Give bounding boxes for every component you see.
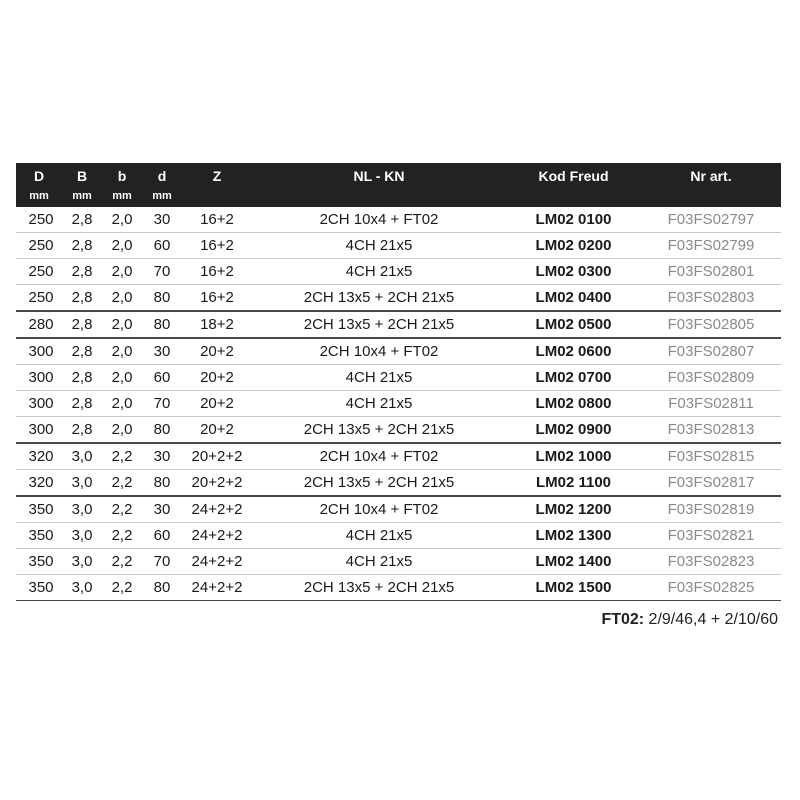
cell-nl: 2CH 10x4 + FT02	[252, 496, 506, 523]
footnote-text: 2/9/46,4 + 2/10/60	[644, 611, 778, 628]
cell-art: F03FS02819	[641, 496, 781, 523]
cell-code: LM02 1300	[506, 523, 641, 549]
cell-code: LM02 0300	[506, 259, 641, 285]
table-row	[16, 496, 781, 523]
cell-d: 30	[142, 338, 182, 365]
table-row	[16, 391, 781, 417]
cell-b: 2,2	[102, 523, 142, 549]
cell-code: LM02 0400	[506, 285, 641, 312]
unit-cell: mm	[16, 188, 62, 207]
cell-code: LM02 0800	[506, 391, 641, 417]
table-row	[16, 575, 781, 601]
cell-code: LM02 0600	[506, 338, 641, 365]
cell-b: 2,2	[102, 443, 142, 470]
cell-nl: 4CH 21x5	[252, 391, 506, 417]
cell-z: 16+2	[182, 207, 252, 233]
cell-art: F03FS02813	[641, 417, 781, 444]
cell-d: 350	[16, 523, 62, 549]
cell-d: 30	[142, 496, 182, 523]
cell-code: LM02 1200	[506, 496, 641, 523]
cell-z: 20+2	[182, 417, 252, 444]
unit-cell: mm	[62, 188, 102, 207]
cell-b: 3,0	[62, 443, 102, 470]
table-row	[16, 365, 781, 391]
header-cell-nr-art: Nr art.	[641, 163, 781, 188]
cell-d: 80	[142, 311, 182, 338]
cell-d: 60	[142, 233, 182, 259]
unit-cell: mm	[142, 188, 182, 207]
cell-d: 30	[142, 207, 182, 233]
cell-b: 2,0	[102, 259, 142, 285]
cell-b: 3,0	[62, 575, 102, 601]
cell-b: 2,2	[102, 496, 142, 523]
cell-b: 2,8	[62, 365, 102, 391]
table-row	[16, 259, 781, 285]
cell-b: 2,8	[62, 285, 102, 312]
cell-b: 3,0	[62, 470, 102, 497]
cell-d: 250	[16, 285, 62, 312]
cell-d: 80	[142, 470, 182, 497]
table-row	[16, 470, 781, 497]
cell-z: 24+2+2	[182, 549, 252, 575]
table-row	[16, 549, 781, 575]
cell-d: 250	[16, 259, 62, 285]
footnote-label: FT02:	[601, 611, 645, 628]
cell-nl: 4CH 21x5	[252, 523, 506, 549]
table-row	[16, 443, 781, 470]
cell-b: 2,8	[62, 233, 102, 259]
cell-nl: 4CH 21x5	[252, 259, 506, 285]
cell-z: 20+2	[182, 391, 252, 417]
cell-z: 16+2	[182, 285, 252, 312]
cell-b: 2,8	[62, 417, 102, 444]
cell-b: 3,0	[62, 523, 102, 549]
header-cell-kod-freud: Kod Freud	[506, 163, 641, 188]
cell-d: 320	[16, 443, 62, 470]
cell-nl: 2CH 13x5 + 2CH 21x5	[252, 575, 506, 601]
cell-art: F03FS02825	[641, 575, 781, 601]
cell-b: 2,8	[62, 207, 102, 233]
cell-d: 300	[16, 391, 62, 417]
cell-art: F03FS02823	[641, 549, 781, 575]
cell-nl: 2CH 13x5 + 2CH 21x5	[252, 311, 506, 338]
cell-z: 20+2+2	[182, 470, 252, 497]
cell-nl: 2CH 13x5 + 2CH 21x5	[252, 470, 506, 497]
unit-cell-empty	[506, 188, 641, 207]
cell-art: F03FS02799	[641, 233, 781, 259]
cell-d: 70	[142, 259, 182, 285]
header-cell-b: b	[102, 163, 142, 188]
table-row	[16, 285, 781, 312]
header-cell-d: d	[142, 163, 182, 188]
cell-nl: 4CH 21x5	[252, 365, 506, 391]
cell-code: LM02 0700	[506, 365, 641, 391]
header-cell-D: D	[16, 163, 62, 188]
cell-d: 350	[16, 575, 62, 601]
cell-nl: 4CH 21x5	[252, 233, 506, 259]
cell-d: 350	[16, 549, 62, 575]
cell-d: 300	[16, 365, 62, 391]
cell-b: 2,0	[102, 285, 142, 312]
unit-cell-empty	[252, 188, 506, 207]
cell-b: 2,8	[62, 311, 102, 338]
cell-nl: 2CH 10x4 + FT02	[252, 443, 506, 470]
cell-nl: 4CH 21x5	[252, 549, 506, 575]
units-row	[16, 188, 781, 207]
cell-b: 2,2	[102, 575, 142, 601]
cell-b: 2,2	[102, 470, 142, 497]
cell-d: 70	[142, 391, 182, 417]
spec-table	[16, 163, 781, 601]
cell-art: F03FS02805	[641, 311, 781, 338]
cell-b: 2,2	[102, 549, 142, 575]
unit-cell-empty	[182, 188, 252, 207]
cell-z: 24+2+2	[182, 496, 252, 523]
cell-d: 30	[142, 443, 182, 470]
cell-code: LM02 1100	[506, 470, 641, 497]
cell-art: F03FS02801	[641, 259, 781, 285]
cell-b: 2,0	[102, 207, 142, 233]
unit-cell-empty	[641, 188, 781, 207]
cell-code: LM02 0100	[506, 207, 641, 233]
cell-b: 2,8	[62, 391, 102, 417]
cell-art: F03FS02807	[641, 338, 781, 365]
cell-d: 280	[16, 311, 62, 338]
cell-d: 60	[142, 365, 182, 391]
cell-b: 2,0	[102, 391, 142, 417]
cell-art: F03FS02817	[641, 470, 781, 497]
cell-d: 350	[16, 496, 62, 523]
cell-nl: 2CH 13x5 + 2CH 21x5	[252, 285, 506, 312]
table-row	[16, 207, 781, 233]
cell-code: LM02 1000	[506, 443, 641, 470]
header-cell-Z: Z	[182, 163, 252, 188]
cell-code: LM02 0900	[506, 417, 641, 444]
footnote	[601, 611, 778, 629]
cell-b: 2,8	[62, 338, 102, 365]
cell-d: 80	[142, 575, 182, 601]
table-body	[16, 207, 781, 601]
table-row	[16, 417, 781, 444]
cell-b: 2,0	[102, 365, 142, 391]
cell-code: LM02 0500	[506, 311, 641, 338]
cell-code: LM02 0200	[506, 233, 641, 259]
header-row	[16, 163, 781, 188]
cell-z: 16+2	[182, 259, 252, 285]
cell-nl: 2CH 10x4 + FT02	[252, 207, 506, 233]
cell-b: 2,0	[102, 233, 142, 259]
cell-d: 70	[142, 549, 182, 575]
cell-b: 3,0	[62, 549, 102, 575]
cell-nl: 2CH 13x5 + 2CH 21x5	[252, 417, 506, 444]
cell-d: 250	[16, 233, 62, 259]
table-row	[16, 338, 781, 365]
cell-art: F03FS02811	[641, 391, 781, 417]
cell-d: 250	[16, 207, 62, 233]
cell-z: 18+2	[182, 311, 252, 338]
cell-d: 300	[16, 417, 62, 444]
cell-z: 20+2+2	[182, 443, 252, 470]
header-cell-B: B	[62, 163, 102, 188]
cell-b: 2,0	[102, 338, 142, 365]
cell-z: 16+2	[182, 233, 252, 259]
cell-art: F03FS02797	[641, 207, 781, 233]
table-row	[16, 311, 781, 338]
cell-art: F03FS02803	[641, 285, 781, 312]
cell-art: F03FS02809	[641, 365, 781, 391]
table-row	[16, 523, 781, 549]
cell-code: LM02 1400	[506, 549, 641, 575]
cell-b: 2,0	[102, 417, 142, 444]
cell-d: 300	[16, 338, 62, 365]
cell-z: 20+2	[182, 365, 252, 391]
cell-d: 60	[142, 523, 182, 549]
cell-nl: 2CH 10x4 + FT02	[252, 338, 506, 365]
table-row	[16, 233, 781, 259]
unit-cell: mm	[102, 188, 142, 207]
cell-b: 2,8	[62, 259, 102, 285]
cell-b: 3,0	[62, 496, 102, 523]
cell-b: 2,0	[102, 311, 142, 338]
cell-d: 80	[142, 417, 182, 444]
cell-art: F03FS02815	[641, 443, 781, 470]
cell-z: 20+2	[182, 338, 252, 365]
cell-z: 24+2+2	[182, 575, 252, 601]
cell-d: 80	[142, 285, 182, 312]
cell-z: 24+2+2	[182, 523, 252, 549]
header-cell-nl-kn: NL - KN	[252, 163, 506, 188]
cell-d: 320	[16, 470, 62, 497]
cell-code: LM02 1500	[506, 575, 641, 601]
cell-art: F03FS02821	[641, 523, 781, 549]
